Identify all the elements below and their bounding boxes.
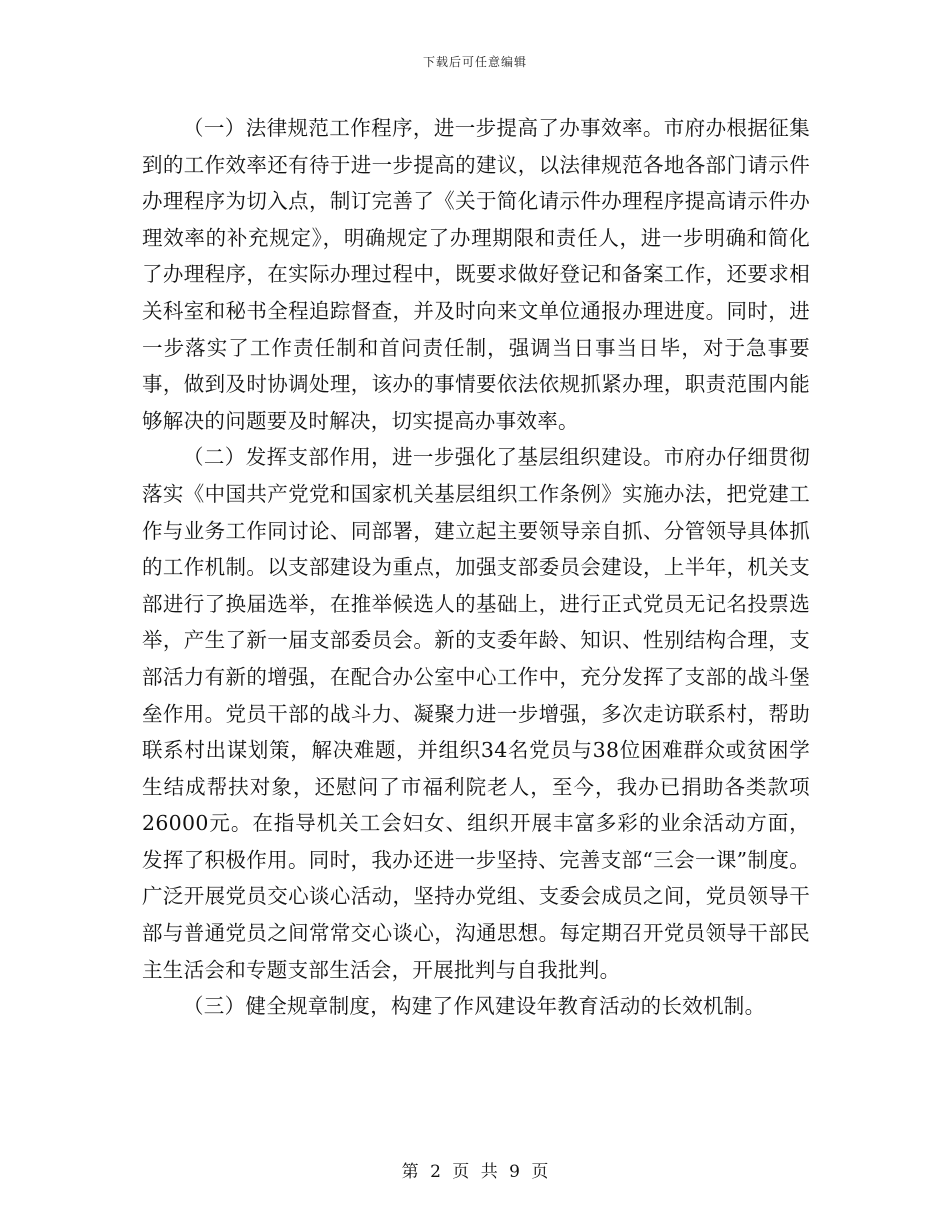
- paragraph-2: （二）发挥支部作用，进一步强化了基层组织建设。市府办仔细贯彻落实《中国共产党党和国家机关基层组织工作条例》实施办法，把党建工作与业务工作同讨论、同部署，建立起主要领导亲自抓、分管领导具体抓的工作机制。以支部建设为重点，加强支部委员会建设，上半年，机关支部进行了换届选举，在推举候选人的基础上，进行正式党员无记名投票选举，产生了新一届支部委员会。新的支委年龄、知识、性别结构合理，支部活力有新的增强，在配合办公室中心工作中，充分发挥了支部的战斗堡垒作用。党员干部的战斗力、凝聚力进一步增强，多次走访联系村，帮助联系村出谋划策，解决难题，并组织34名党员与38位困难群众或贫困学生结成帮扶对象，还慰问了市福利院老人，至今，我办已捐助各类款项26000元。在指导机关工会妇女、组织开展丰富多彩的业余活动方面，发挥了积极作用。同时，我办还进一步坚持、完善支部“三会一课”制度。广泛开展党员交心谈心活动，坚持办党组、支委会成员之间，党员领导干部与普通党员之间常常交心谈心，沟通思想。每定期召开党员领导干部民主生活会和专题支部生活会，开展批判与自我批判。: [142, 445, 810, 982]
- page-header: 下载后可任意编辑: [422, 55, 527, 69]
- page-footer: 第 2 页 共 9 页: [401, 1162, 549, 1182]
- paragraph-3: （三）健全规章制度，构建了作风建设年教育活动的长效机制。: [183, 994, 766, 1019]
- paragraph-1: （一）法律规范工作程序，进一步提高了办事效率。市府办根据征集到的工作效率还有待于进一步提高的建议，以法律规范各地各部门请示件办理程序为切入点，制订完善了《关于简化请示件办理程序提高请示件办理效率的补充规定》，明确规定了办理期限和责任人，进一步明确和简化了办理程序，在实际办理过程中，既要求做好登记和备案工作，还要求相关科室和秘书全程追踪督查，并及时向来文单位通报办理进度。同时，进一步落实了工作责任制和首问责任制，强调当日事当日毕，对于急事要事，做到及时协调处理，该办的事情要依法依规抓紧办理，职责范围内能够解决的问题要及时解决，切实提高办事效率。: [142, 116, 810, 433]
- document-body: [142, 110, 810, 1025]
